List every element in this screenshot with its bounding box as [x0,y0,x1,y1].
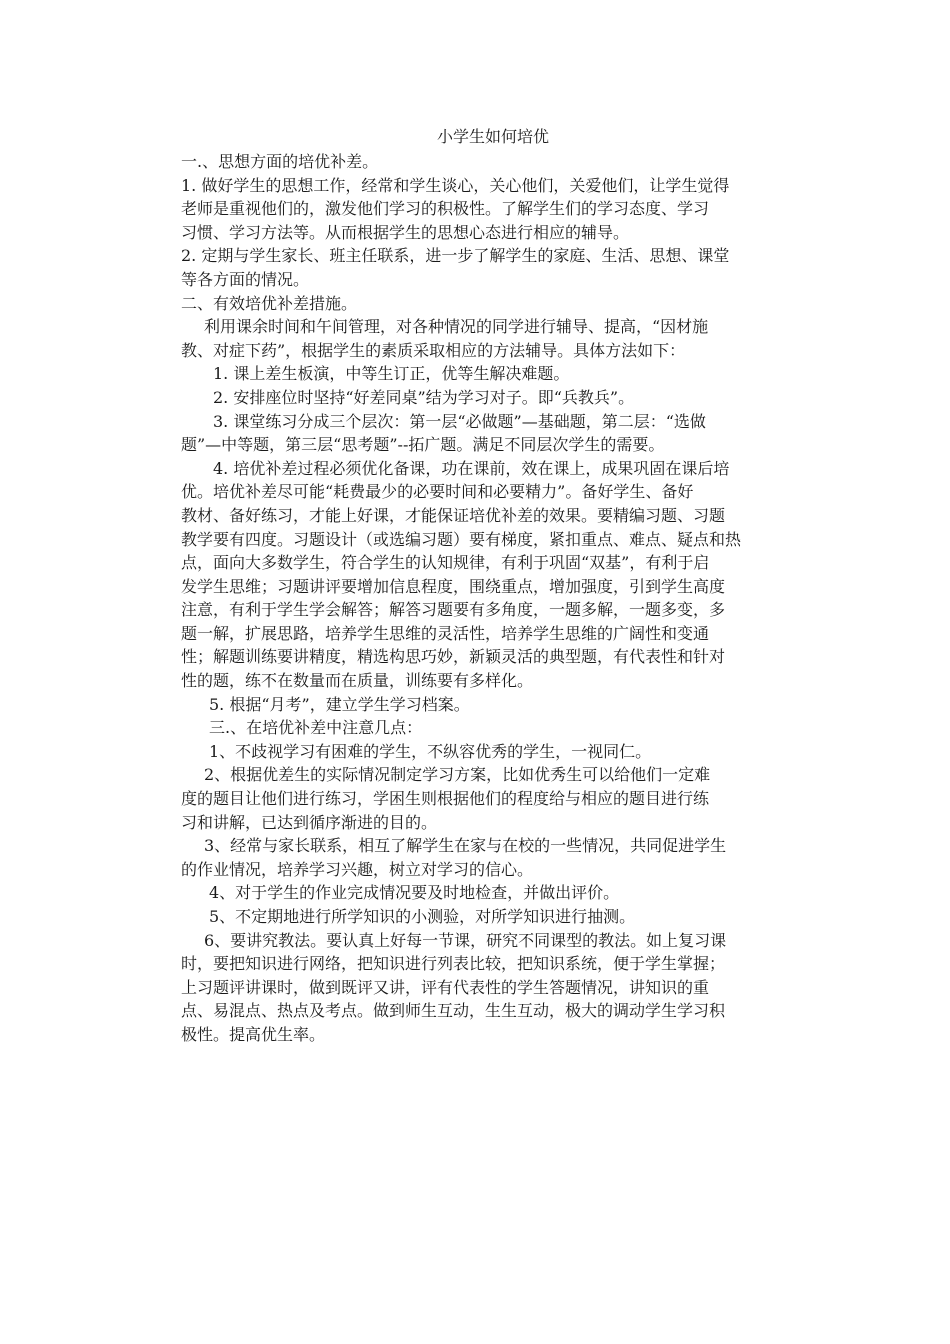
body-text-line: 优。培优补差尽可能“耗费最少的必要时间和必要精力”。备好学生、备好 [181,482,694,502]
body-text-line: 上习题评讲课时，做到既评又讲，评有代表性的学生答题情况，讲知识的重 [181,977,710,997]
body-text-line: 2. 定期与学生家长、班主任联系，进一步了解学生的家庭、生活、思想、课堂 [181,246,730,266]
body-text-line: 习和讲解，已达到循序渐进的目的。 [181,812,438,832]
body-text-line: 度的题目让他们进行练习，学困生则根据他们的程度给与相应的题目进行练 [181,789,710,809]
body-text-line: 5、不定期地进行所学知识的小测验，对所学知识进行抽测。 [209,907,636,926]
body-text-line: 6、要讲究教法。要认真上好每一节课，研究不同课型的教法。如上复习课 [204,930,727,950]
body-text-line: 3、经常与家长联系，相互了解学生在家与在校的一些情况，共同促进学生 [204,836,727,856]
body-text-line: 教、对症下药”，根据学生的素质采取相应的方法辅导。具体方法如下： [181,340,686,360]
body-text-line: 性；解题训练要讲精度，精选构思巧妙，新颖灵活的典型题，有代表性和针对 [181,647,726,667]
body-text-line: 的作业情况，培养学习兴趣，树立对学习的信心。 [181,859,534,879]
body-text-line: 点、易混点、热点及考点。做到师生互动，生生互动，极大的调动学生学习积 [181,1001,726,1021]
body-text-line: 教学要有四度。习题设计（或选编习题）要有梯度，紧扣重点、难点、疑点和热 [181,529,742,549]
body-text-line: 题一解，扩展思路，培养学生思维的灵活性，培养学生思维的广阔性和变通 [181,623,710,643]
body-text-line: 5. 根据“月考”，建立学生学习档案。 [209,694,470,714]
body-text-line: 发学生思维；习题讲评要增加信息程度，围绕重点，增加强度，引到学生高度 [181,576,726,596]
document-body [181,150,811,1047]
body-text-line: 题”—中等题，第三层“思考题”--拓广题。满足不同层次学生的需要。 [181,435,665,455]
body-text-line: 时，要把知识进行网络，把知识进行列表比较，把知识系统，便于学生掌握； [181,954,726,974]
body-text-line: 4、对于学生的作业完成情况要及时地检查，并做出评价。 [209,883,620,903]
body-text-line: 1、不歧视学习有困难的学生，不纵容优秀的学生，一视同仁。 [209,741,652,761]
body-text-line: 2. 安排座位时坚持“好差同桌”结为学习对子。即“兵教兵”。 [213,387,635,407]
body-text-line: 2、根据优差生的实际情况制定学习方案，比如优秀生可以给他们一定难 [204,765,711,785]
body-text-line: 利用课余时间和午间管理，对各种情况的同学进行辅导、提高，“因材施 [204,317,709,337]
document-page [181,124,811,1047]
body-text-line: 1. 做好学生的思想工作，经常和学生谈心，关心他们，关爱他们，让学生觉得 [181,175,730,195]
body-text-line: 点，面向大多数学生，符合学生的认知规律，有利于巩固“双基”，有利于启 [181,553,710,573]
body-text-line: 1. 课上差生板演，中等生订正，优等生解决难题。 [213,364,570,384]
body-text-line: 教材、备好练习，才能上好课，才能保证培优补差的效果。要精编习题、习题 [181,505,726,525]
body-text-line: 3. 课堂练习分成三个层次：第一层“必做题”—基础题，第二层：“选做 [213,411,706,431]
body-text-line: 注意，有利于学生学会解答；解答习题要有多角度，一题多解，一题多变，多 [181,600,726,620]
body-text-line: 习惯、学习方法等。从而根据学生的思想心态进行相应的辅导。 [181,222,630,242]
body-text-line: 二、有效培优补差措施。 [181,293,358,313]
document-title: 小学生如何培优 [436,127,549,146]
body-text-line: 等各方面的情况。 [181,269,310,289]
body-text-line: 4. 培优补差过程必须优化备课，功在课前，效在课上，成果巩固在课后培 [213,458,730,478]
body-text-line: 老师是重视他们的，激发他们学习的积极性。了解学生们的学习态度、学习 [181,199,710,219]
body-text-line: 性的题，练不在数量而在质量，训练要有多样化。 [181,671,534,691]
body-text-line: 一.、思想方面的培优补差。 [181,152,379,171]
body-text-line: 三.、在培优补差中注意几点： [209,718,423,738]
body-text-line: 极性。提高优生率。 [181,1024,326,1044]
